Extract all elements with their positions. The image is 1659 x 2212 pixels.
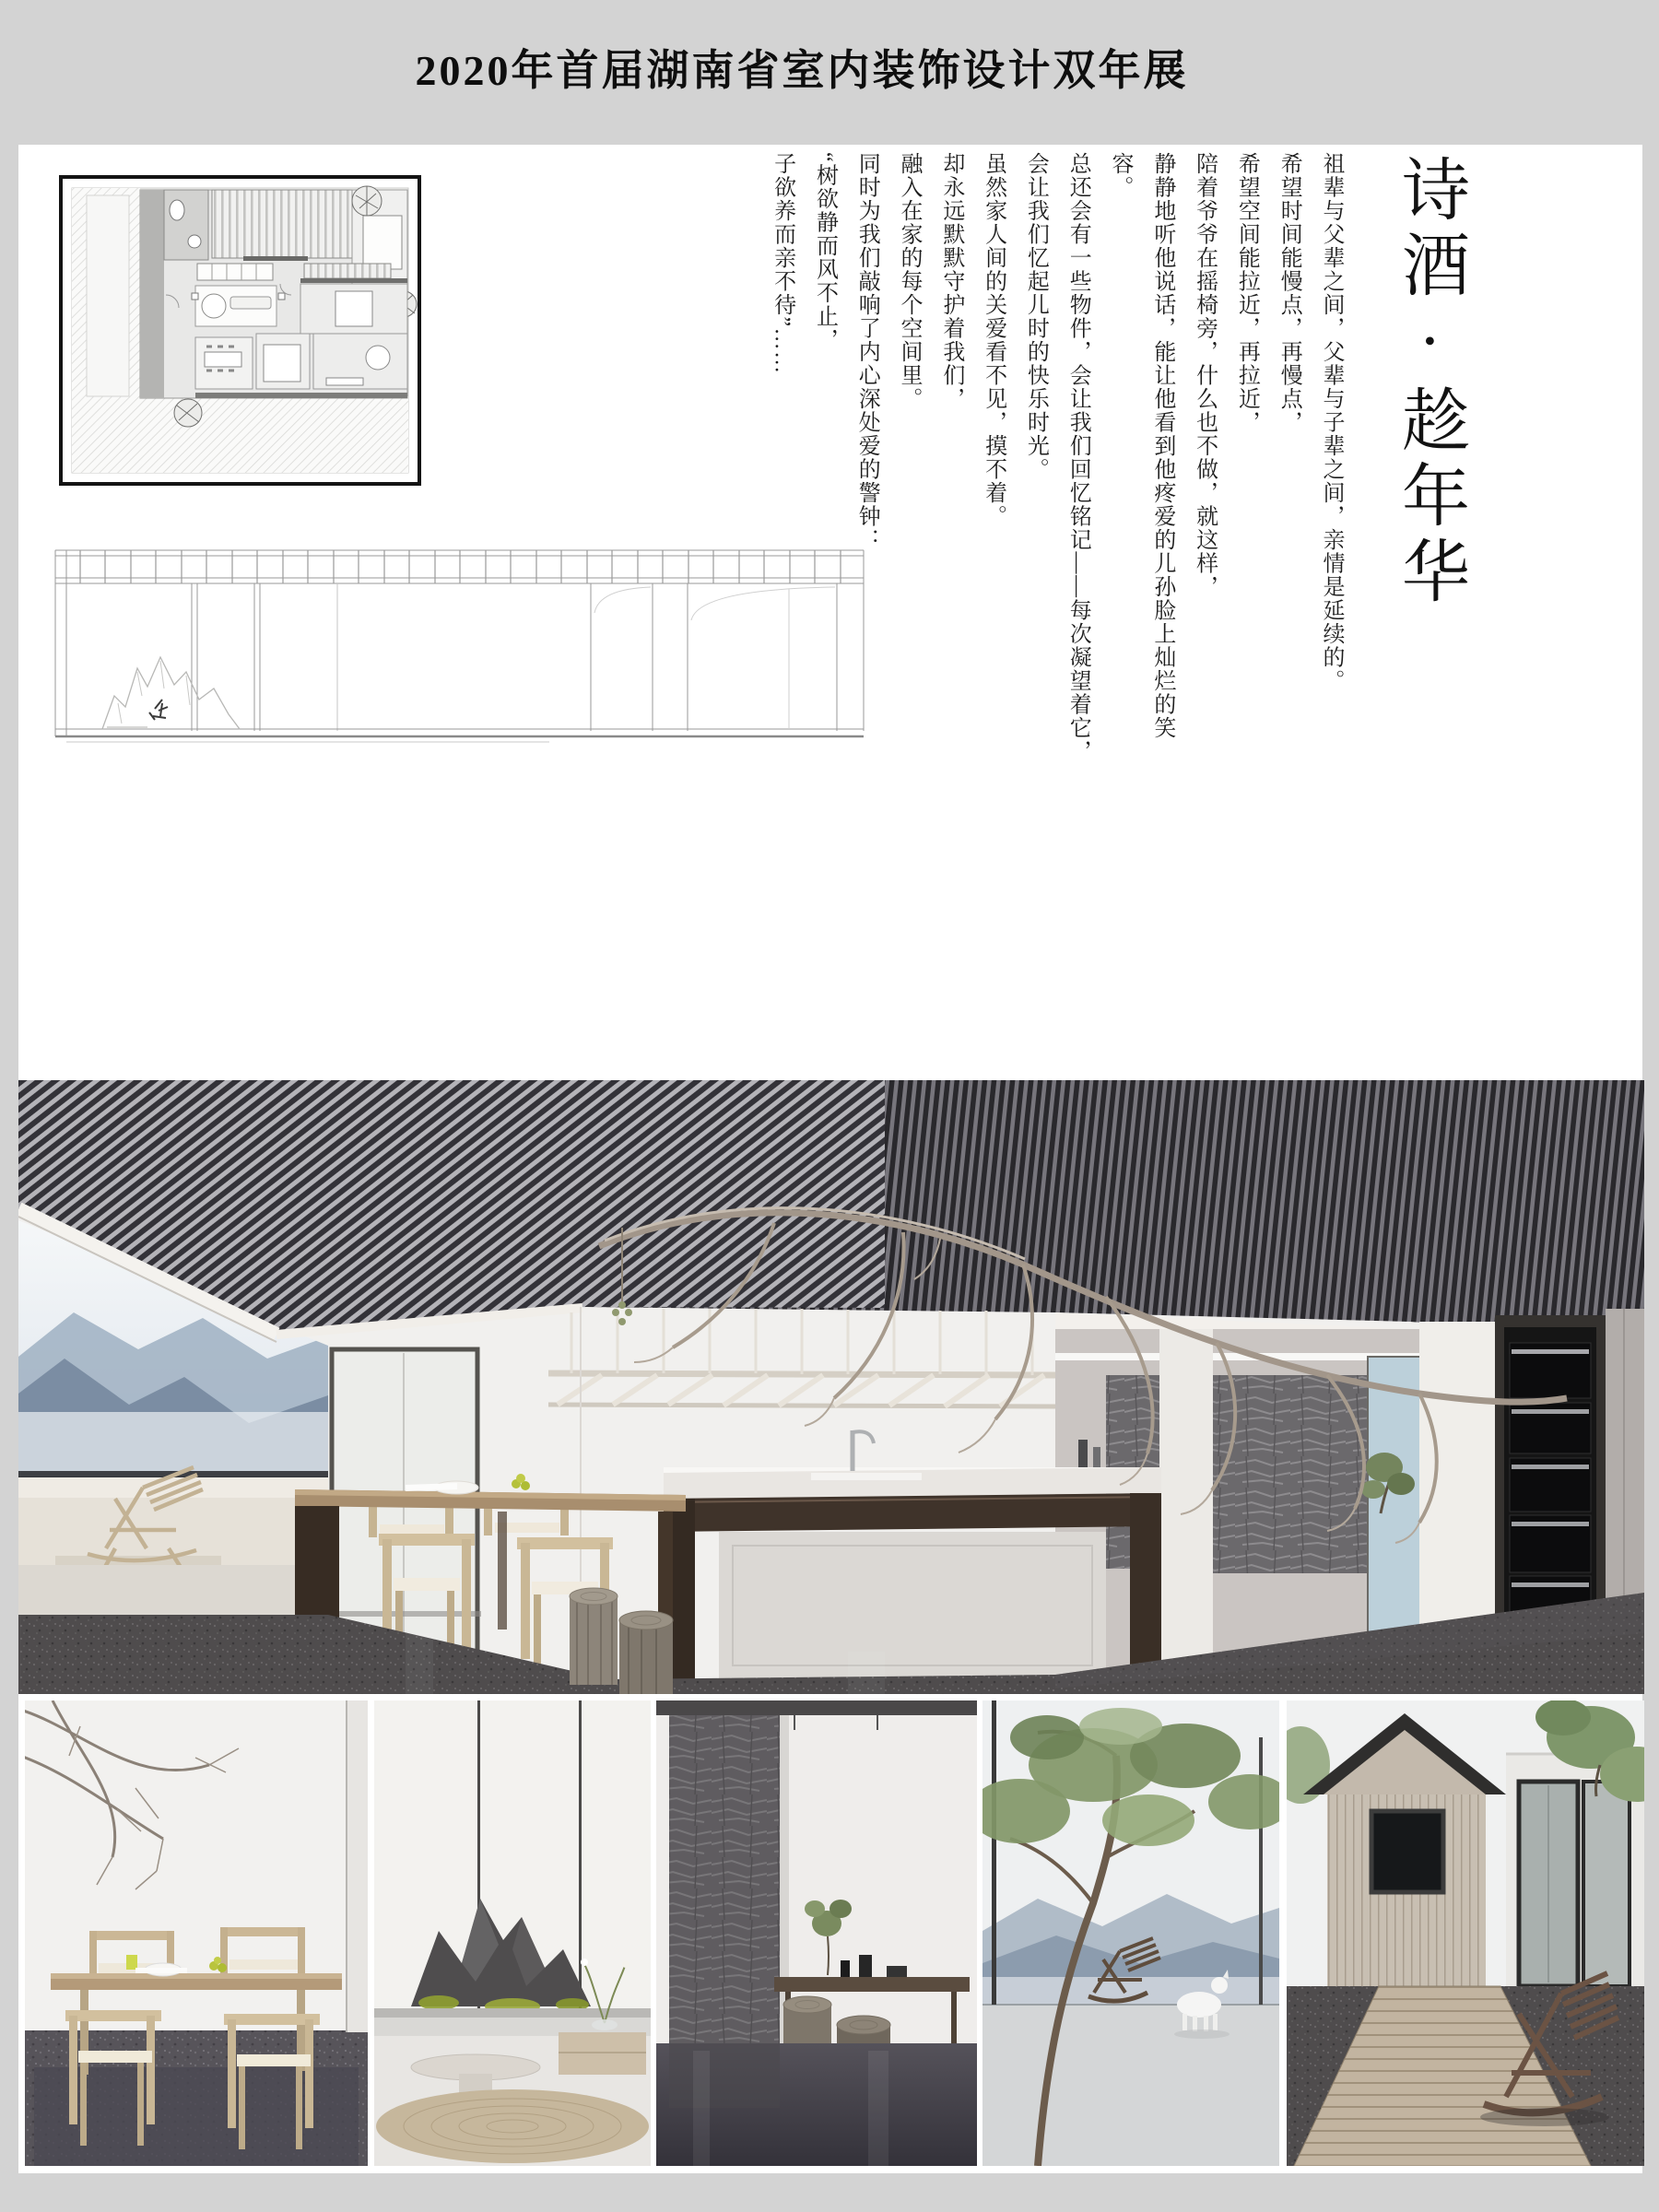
louver-deck xyxy=(212,190,352,258)
rock-garden-sketch xyxy=(102,657,240,729)
elevation-drawing xyxy=(52,547,867,747)
poem-line: 会让我们忆起儿时的快乐时光。 xyxy=(1023,152,1048,481)
poem-line: 虽然家人间的关爱看不见，摸不着。 xyxy=(981,152,1006,528)
poem-line: 却永远默默守护着我们， xyxy=(938,152,963,411)
poem-text xyxy=(760,152,1351,779)
photo-cabin-exterior xyxy=(1287,1700,1644,2166)
photo-stone-wall xyxy=(656,1700,977,2166)
poem-line: “树欲静而风不止， xyxy=(812,152,837,352)
content-panel xyxy=(18,145,1642,2173)
plan-living xyxy=(192,286,285,326)
floor-plan-drawing xyxy=(59,175,421,486)
photo-dining-detail xyxy=(25,1700,368,2166)
poem-line: 希望空间能拉近，再拉近， xyxy=(1234,152,1259,434)
poem-line: 陪着爷爷在摇椅旁，什么也不做，就这样， xyxy=(1192,152,1217,599)
woven-rug xyxy=(376,2089,649,2163)
photo-terrace-tree xyxy=(982,1700,1279,2166)
poem-line: 子欲养而亲不待”…… xyxy=(770,152,794,375)
built-in-ovens xyxy=(1510,1343,1591,1630)
poem-line: 祖辈与父辈之间，父辈与子辈之间，亲情是延续的。 xyxy=(1319,152,1343,693)
photo-rockery-lounge xyxy=(374,1700,651,2166)
poem-line: 总还会有一些物件，会让我们回忆铭记——每次凝望着它， xyxy=(1065,152,1090,763)
poem-line: 融入在家的每个空间里。 xyxy=(897,152,922,411)
stone-column xyxy=(669,1715,789,2093)
kitchen-island xyxy=(664,1430,1161,1683)
bathroom-top xyxy=(164,190,208,260)
glossy-floor xyxy=(656,2043,977,2166)
header-band xyxy=(0,0,1659,145)
main-render-photo xyxy=(18,1080,1644,1694)
terrace-floor xyxy=(982,2005,1279,2166)
poem-line: 希望时间能慢点，再慢点， xyxy=(1277,152,1301,434)
poem-line: 同时为我们敲响了内心深处爱的警钟： xyxy=(854,152,879,552)
poem-line: 静静地听他说话，能让他看到他疼爱的儿孙脸上灿烂的笑容。 xyxy=(1108,152,1174,740)
page-title: 2020年首届湖南省室内装饰设计双年展 xyxy=(415,47,1189,94)
project-title: 诗酒 · 趁年华 xyxy=(1392,154,1467,611)
